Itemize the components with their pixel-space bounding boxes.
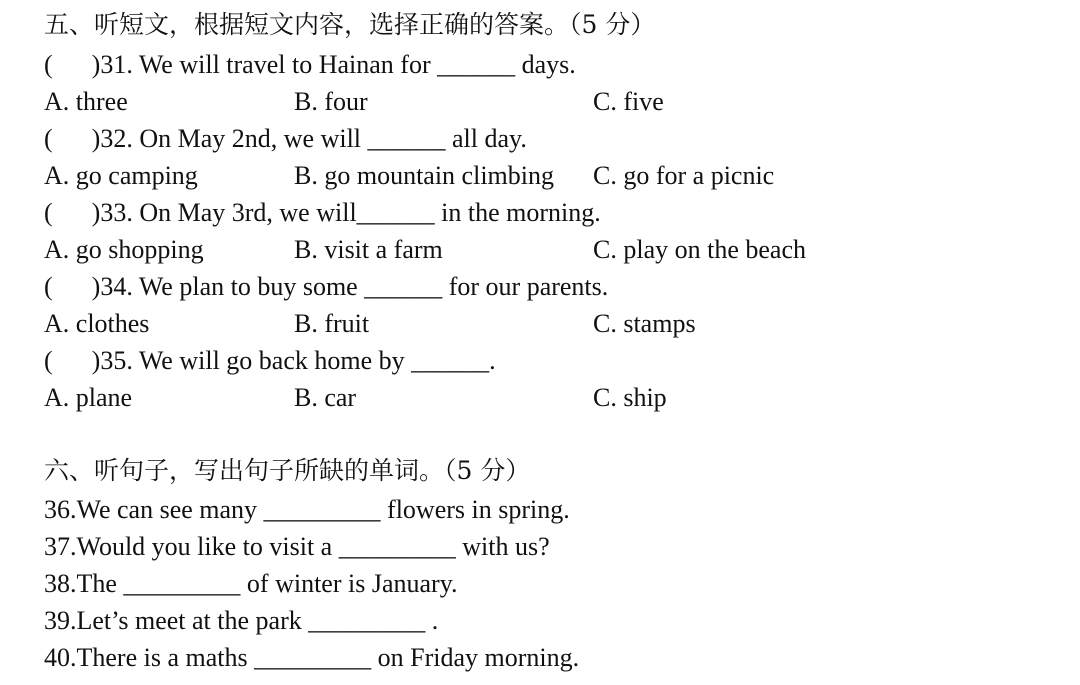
question-32-option-c: C. go for a picnic	[593, 161, 775, 190]
question-33-option-b: B. visit a farm	[294, 235, 443, 264]
question-34-option-c: C. stamps	[593, 309, 696, 338]
question-31-option-c: C. five	[593, 87, 664, 116]
sentence-39: 39.Let’s meet at the park _________ .	[44, 606, 439, 635]
sentence-38: 38.The _________ of winter is January.	[44, 569, 458, 598]
question-33-option-a: A. go shopping	[44, 235, 204, 264]
question-34-option-a: A. clothes	[44, 309, 150, 338]
question-31-option-b: B. four	[294, 87, 368, 116]
sentence-40: 40.There is a maths _________ on Friday morning.	[44, 643, 580, 672]
sentence-37: 37.Would you like to visit a _________ with us?	[44, 532, 550, 561]
question-32-option-b: B. go mountain climbing	[294, 161, 554, 190]
question-31-option-a: A. three	[44, 87, 128, 116]
question-33-option-c: C. play on the beach	[593, 235, 806, 264]
question-34-option-b: B. fruit	[294, 309, 370, 338]
question-32-option-a: A. go camping	[44, 161, 198, 190]
section-6-heading: 六、听句子，写出句子所缺的单词。（5 分）	[44, 456, 531, 485]
question-35-option-c: C. ship	[593, 383, 667, 412]
question-35-stem: ( )35. We will go back home by ______.	[44, 346, 496, 375]
question-33-stem: ( )33. On May 3rd, we will______ in the morning.	[44, 198, 601, 227]
question-32-stem: ( )32. On May 2nd, we will ______ all day.	[44, 124, 527, 153]
question-34-stem: ( )34. We plan to buy some ______ for our parents.	[44, 272, 609, 301]
sentence-36: 36.We can see many _________ flowers in spring.	[44, 495, 570, 524]
section-5-heading: 五、听短文，根据短文内容，选择正确的答案。（5 分）	[44, 10, 656, 39]
question-35-option-a: A. plane	[44, 383, 133, 412]
question-35-option-b: B. car	[294, 383, 357, 412]
question-31-stem: ( )31. We will travel to Hainan for ______ days.	[44, 50, 576, 79]
